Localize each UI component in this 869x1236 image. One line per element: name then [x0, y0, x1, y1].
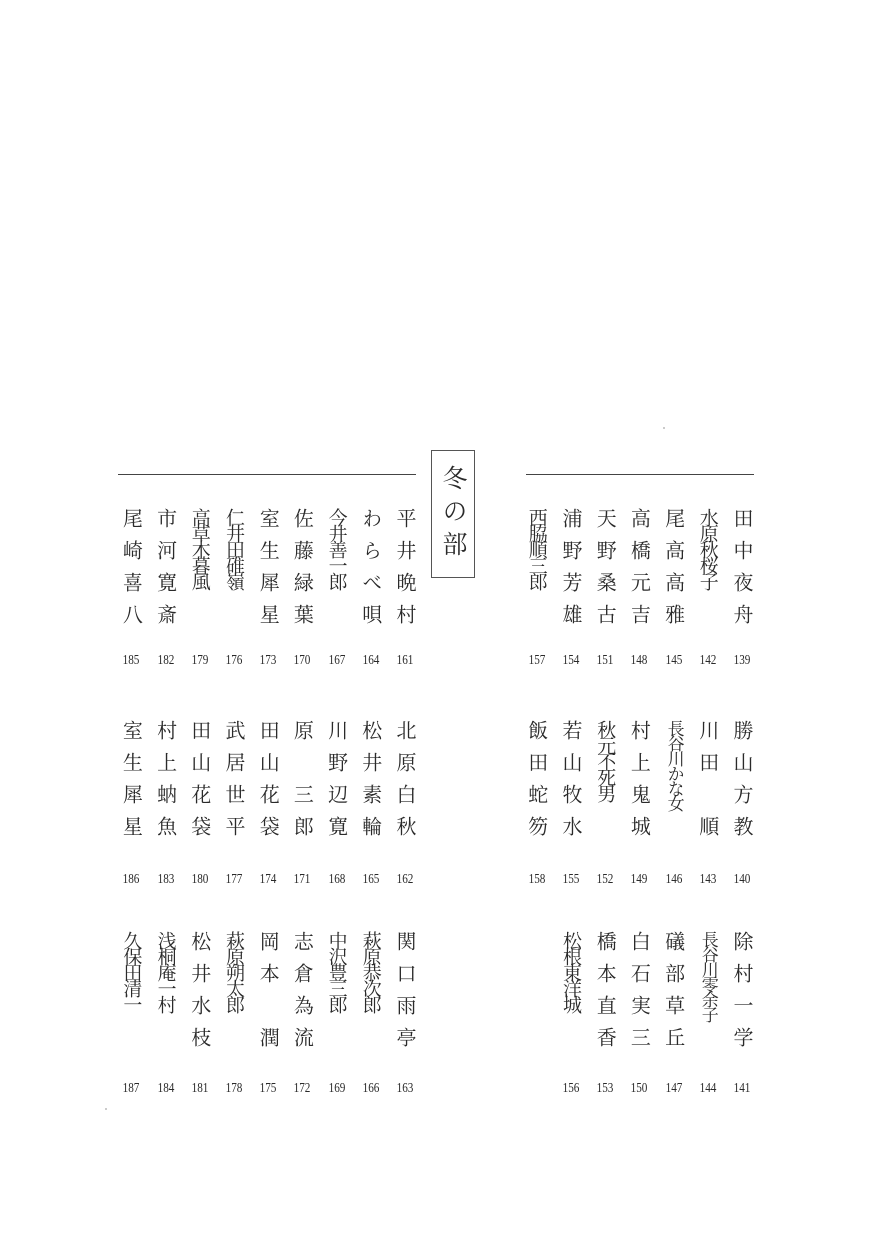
entry-page-number: 178 — [225, 1081, 243, 1096]
entry-page-number: 140 — [733, 872, 751, 887]
entry-title: 武居世平 — [222, 720, 246, 848]
entry-page-number: 163 — [396, 1081, 414, 1096]
entry-title: 原 三郎 — [290, 720, 315, 848]
entry-title: 田山花袋 — [256, 720, 281, 848]
entry-title: 浅桐庵一村 — [154, 931, 177, 1011]
entry-page-number: 171 — [293, 872, 311, 887]
entry-page-number: 166 — [362, 1081, 380, 1096]
entry-page-number: 148 — [630, 653, 648, 668]
entry-page-number: 161 — [396, 653, 414, 668]
entry-title: 礒部草丘 — [661, 931, 686, 1059]
entry-page-number: 184 — [157, 1081, 174, 1096]
entry-page-number: 143 — [699, 872, 717, 887]
entry-title: 白石実三 — [627, 931, 652, 1059]
entry-page-number: 153 — [596, 1081, 614, 1096]
entry-title: 長谷川かな女 — [663, 720, 684, 810]
entry-page-number: 187 — [122, 1081, 140, 1096]
entry-title: 市河寛斎 — [153, 508, 178, 636]
entry-page-number: 185 — [122, 653, 140, 668]
entry-title: 志倉為流 — [290, 931, 315, 1059]
entry-title: 中沢豊三郎 — [325, 931, 348, 1011]
entry-page-number: 180 — [191, 872, 209, 887]
entry-title: 岡本 潤 — [256, 931, 281, 1059]
entry-title: 北原白秋 — [393, 720, 417, 848]
entry-page-number: 158 — [528, 872, 546, 887]
entry-page-number: 176 — [225, 653, 243, 668]
entry-page-number: 173 — [259, 653, 277, 668]
entry-title: 秋元不死男 — [594, 720, 617, 800]
entry-title: 長谷川零余子 — [697, 931, 718, 1021]
entry-page-number: 155 — [562, 872, 580, 887]
entry-title: 佐藤緑葉 — [290, 508, 315, 636]
entry-page-number: 164 — [362, 653, 380, 668]
entry-title: 松根東洋城 — [560, 931, 582, 1011]
entry-title: 水原秋桜子 — [696, 508, 719, 588]
entry-page-number: 145 — [665, 653, 682, 668]
entry-title: 平井晩村 — [393, 508, 417, 636]
paper-speck — [105, 1108, 107, 1110]
entry-title: 仁井田碓嶺 — [223, 508, 245, 588]
entry-page-number: 186 — [122, 872, 140, 887]
entry-title: 高橋元吉 — [627, 508, 652, 636]
entry-title: 西脇順三郎 — [525, 508, 548, 588]
entry-page-number: 175 — [259, 1081, 277, 1096]
entry-title: 橋本直香 — [593, 931, 618, 1059]
entry-page-number: 142 — [699, 653, 717, 668]
entry-title: 松井素輪 — [358, 720, 383, 848]
entry-title: 尾高高雅 — [661, 508, 686, 636]
entry-title: 関口雨亭 — [393, 931, 417, 1059]
entry-page-number: 141 — [733, 1081, 751, 1096]
entry-page-number: 169 — [328, 1081, 345, 1096]
entry-title: 勝山方教 — [730, 720, 754, 848]
entry-title: 除村一学 — [730, 931, 754, 1059]
entry-page-number: 152 — [596, 872, 614, 887]
entry-page-number: 182 — [157, 653, 174, 668]
entry-title: 久保田清一 — [120, 931, 143, 1011]
entry-page-number: 139 — [733, 653, 751, 668]
entry-title: 天野桑古 — [593, 508, 618, 636]
entry-page-number: 150 — [630, 1081, 648, 1096]
entry-title: 室生犀星 — [256, 508, 281, 636]
entry-page-number: 167 — [328, 653, 345, 668]
entry-title: 浦野芳雄 — [559, 508, 583, 636]
entry-title: 田山花袋 — [187, 720, 212, 848]
entry-title: 村上鬼城 — [627, 720, 652, 848]
entry-page-number: 151 — [596, 653, 614, 668]
entry-page-number: 172 — [293, 1081, 311, 1096]
entry-page-number: 144 — [699, 1081, 717, 1096]
entry-title: わらべ唄 — [358, 508, 383, 636]
entry-page-number: 174 — [259, 872, 277, 887]
entry-page-number: 183 — [157, 872, 174, 887]
entry-title: 萩原恭次郎 — [359, 931, 382, 1011]
paper-speck — [663, 427, 665, 429]
entry-title: 川野辺寛 — [324, 720, 349, 848]
entry-title: 飯田蛇笏 — [524, 720, 549, 848]
entry-page-number: 157 — [528, 653, 546, 668]
entry-title: 高草木暮風 — [188, 508, 211, 588]
entry-title: 村上蚋魚 — [153, 720, 178, 848]
entry-page-number: 181 — [191, 1081, 209, 1096]
entry-title: 室生犀星 — [119, 720, 144, 848]
entry-title: 松井水枝 — [187, 931, 212, 1059]
entry-page-number: 165 — [362, 872, 380, 887]
entry-page-number: 154 — [562, 653, 580, 668]
entry-page-number: 168 — [328, 872, 345, 887]
entry-title: 尾崎喜八 — [119, 508, 144, 636]
header-rule-right — [526, 474, 754, 475]
entry-title: 田中夜舟 — [730, 508, 754, 636]
entry-title: 今井善一郎 — [325, 508, 348, 588]
entry-title: 萩原朔太郎 — [223, 931, 245, 1011]
entry-page-number: 162 — [396, 872, 414, 887]
entry-page-number: 147 — [665, 1081, 682, 1096]
entry-page-number: 146 — [665, 872, 682, 887]
entry-page-number: 170 — [293, 653, 311, 668]
entry-page-number: 156 — [562, 1081, 580, 1096]
entry-page-number: 149 — [630, 872, 648, 887]
entry-title: 川田 順 — [695, 720, 720, 848]
header-rule-left — [118, 474, 416, 475]
entry-page-number: 177 — [225, 872, 243, 887]
entry-title: 若山牧水 — [559, 720, 583, 848]
entry-page-number: 179 — [191, 653, 209, 668]
section-title: 冬の部 — [431, 450, 475, 578]
